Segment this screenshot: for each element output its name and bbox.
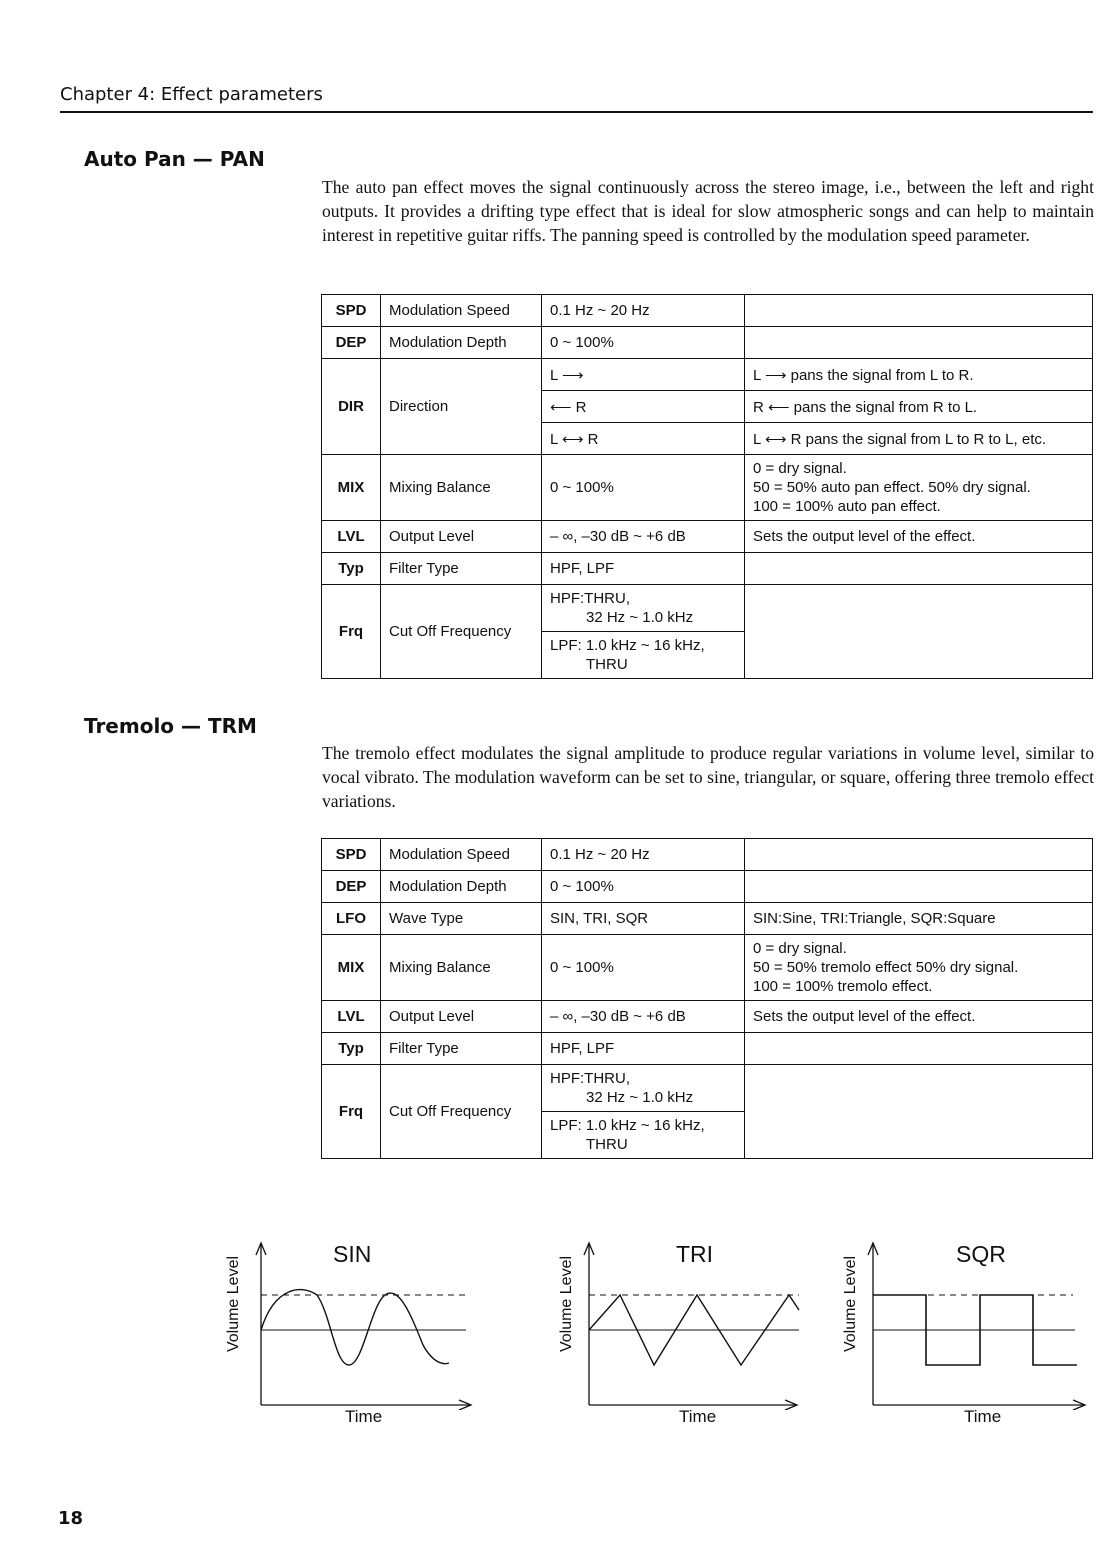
- page-number: 18: [58, 1508, 84, 1529]
- param-range: 0 ~ 100%: [542, 455, 745, 521]
- sqr-waveform-figure: [830, 1235, 1100, 1435]
- range-line: THRU: [586, 656, 628, 673]
- header-rule: [60, 111, 1093, 113]
- table-row: [322, 585, 1093, 632]
- x-axis-label: Time: [964, 1407, 1002, 1426]
- table-row: [322, 455, 1093, 521]
- param-desc: [745, 935, 1093, 1001]
- param-code: SPD: [322, 295, 381, 327]
- range-line: 32 Hz ~ 1.0 kHz: [586, 1089, 694, 1106]
- tri-waveform-figure: [545, 1235, 815, 1435]
- param-desc: [745, 871, 1093, 903]
- desc-line: 100 = 100% tremolo effect.: [753, 978, 933, 995]
- y-axis-label: Volume Level: [225, 1255, 242, 1353]
- param-name: Mixing Balance: [381, 455, 542, 521]
- param-name: Mixing Balance: [381, 935, 542, 1001]
- param-range: 0.1 Hz ~ 20 Hz: [542, 839, 745, 871]
- param-name: Modulation Depth: [381, 327, 542, 359]
- x-axis-label: Time: [345, 1407, 383, 1426]
- range-line: LPF: 1.0 kHz ~ 16 kHz,: [550, 637, 705, 654]
- y-axis-label: Volume Level: [842, 1255, 859, 1353]
- param-name: Cut Off Frequency: [381, 585, 542, 679]
- desc-line: 0 = dry signal.: [753, 940, 847, 957]
- param-code: DEP: [322, 871, 381, 903]
- table-row: [322, 327, 1093, 359]
- param-desc: [745, 1065, 1093, 1159]
- sin-waveform-figure: [215, 1235, 485, 1435]
- param-name: Wave Type: [381, 903, 542, 935]
- param-code: DEP: [322, 327, 381, 359]
- table-row: [322, 903, 1093, 935]
- y-axis-label: Volume Level: [558, 1255, 575, 1353]
- range-line: LPF: 1.0 kHz ~ 16 kHz,: [550, 1117, 705, 1134]
- param-code: Frq: [322, 1065, 381, 1159]
- param-code: MIX: [322, 935, 381, 1001]
- range-line: HPF:THRU,: [550, 1070, 630, 1087]
- param-name: Modulation Speed: [381, 839, 542, 871]
- param-range: – ∞, –30 dB ~ +6 dB: [542, 1001, 745, 1033]
- range-line: THRU: [586, 1136, 628, 1153]
- param-desc: L ⟶ pans the signal from L to R.: [745, 359, 1093, 391]
- range-line: 32 Hz ~ 1.0 kHz: [586, 609, 694, 626]
- table-row: [322, 871, 1093, 903]
- param-range: HPF, LPF: [542, 1033, 745, 1065]
- param-code: MIX: [322, 455, 381, 521]
- desc-line: 0 = dry signal.: [753, 460, 847, 477]
- param-desc: [745, 455, 1093, 521]
- param-desc: [745, 585, 1093, 679]
- waveform-title: SIN: [333, 1241, 372, 1267]
- param-name: Direction: [381, 359, 542, 455]
- desc-line: 100 = 100% auto pan effect.: [753, 498, 941, 515]
- chapter-header: Chapter 4: Effect parameters: [60, 84, 323, 105]
- table-row: [322, 359, 1093, 391]
- param-range: – ∞, –30 dB ~ +6 dB: [542, 521, 745, 553]
- param-desc: SIN:Sine, TRI:Triangle, SQR:Square: [745, 903, 1093, 935]
- param-range: HPF, LPF: [542, 553, 745, 585]
- param-desc: Sets the output level of the effect.: [745, 1001, 1093, 1033]
- table-row: [322, 839, 1093, 871]
- param-code: Typ: [322, 553, 381, 585]
- param-code: DIR: [322, 359, 381, 455]
- x-axis-label: Time: [679, 1407, 717, 1426]
- param-desc: [745, 839, 1093, 871]
- param-range: [542, 1065, 745, 1112]
- autopan-parameter-table: [321, 294, 1093, 679]
- desc-line: 50 = 50% tremolo effect 50% dry signal.: [753, 959, 1019, 976]
- param-name: Output Level: [381, 521, 542, 553]
- param-name: Filter Type: [381, 553, 542, 585]
- table-row: [322, 553, 1093, 585]
- param-range: 0 ~ 100%: [542, 871, 745, 903]
- param-desc: [745, 1033, 1093, 1065]
- desc-line: 50 = 50% auto pan effect. 50% dry signal.: [753, 479, 1031, 496]
- param-code: LVL: [322, 1001, 381, 1033]
- param-name: Cut Off Frequency: [381, 1065, 542, 1159]
- sqr-wave-graph: [863, 1235, 1093, 1410]
- param-code: LVL: [322, 521, 381, 553]
- waveform-title: SQR: [956, 1241, 1006, 1267]
- table-row: [322, 1001, 1093, 1033]
- param-name: Modulation Speed: [381, 295, 542, 327]
- autopan-description: The auto pan effect moves the signal continuously across the stereo image, i.e., between the left and right outputs. It provides a drifting type effect that is ideal for slow atmospheric songs and can help to maintain interest in repetitive guitar riffs. The panning speed is controlled by the modulation speed parameter.: [322, 177, 1094, 245]
- section-title-autopan: Auto Pan — PAN: [84, 147, 265, 171]
- table-row: [322, 295, 1093, 327]
- param-range: 0 ~ 100%: [542, 327, 745, 359]
- param-range: SIN, TRI, SQR: [542, 903, 745, 935]
- param-range: 0 ~ 100%: [542, 935, 745, 1001]
- param-range: L ⟶: [542, 359, 745, 391]
- sin-wave-graph: [251, 1235, 481, 1410]
- param-desc: [745, 553, 1093, 585]
- param-desc: L ⟷ R pans the signal from L to R to L, etc.: [745, 423, 1093, 455]
- table-row: [322, 935, 1093, 1001]
- param-code: Frq: [322, 585, 381, 679]
- param-range: [542, 1112, 745, 1159]
- section-title-tremolo: Tremolo — TRM: [84, 714, 257, 738]
- param-desc: [745, 327, 1093, 359]
- param-desc: Sets the output level of the effect.: [745, 521, 1093, 553]
- tri-wave-graph: [579, 1235, 809, 1410]
- param-desc: R ⟵ pans the signal from R to L.: [745, 391, 1093, 423]
- param-code: SPD: [322, 839, 381, 871]
- table-row: [322, 1033, 1093, 1065]
- param-name: Output Level: [381, 1001, 542, 1033]
- param-range: [542, 585, 745, 632]
- param-desc: [745, 295, 1093, 327]
- param-name: Filter Type: [381, 1033, 542, 1065]
- param-range: ⟵ R: [542, 391, 745, 423]
- param-range: L ⟷ R: [542, 423, 745, 455]
- table-row: [322, 1065, 1093, 1112]
- param-range: 0.1 Hz ~ 20 Hz: [542, 295, 745, 327]
- tremolo-description: The tremolo effect modulates the signal amplitude to produce regular variations in volume level, similar to vocal vibrato. The modulation waveform can be set to sine, triangular, or square, offering three tremolo effect variations.: [322, 743, 1094, 811]
- waveform-title: TRI: [676, 1241, 714, 1267]
- param-code: Typ: [322, 1033, 381, 1065]
- param-code: LFO: [322, 903, 381, 935]
- tremolo-parameter-table: [321, 838, 1093, 1159]
- range-line: HPF:THRU,: [550, 590, 630, 607]
- param-name: Modulation Depth: [381, 871, 542, 903]
- param-range: [542, 632, 745, 679]
- table-row: [322, 521, 1093, 553]
